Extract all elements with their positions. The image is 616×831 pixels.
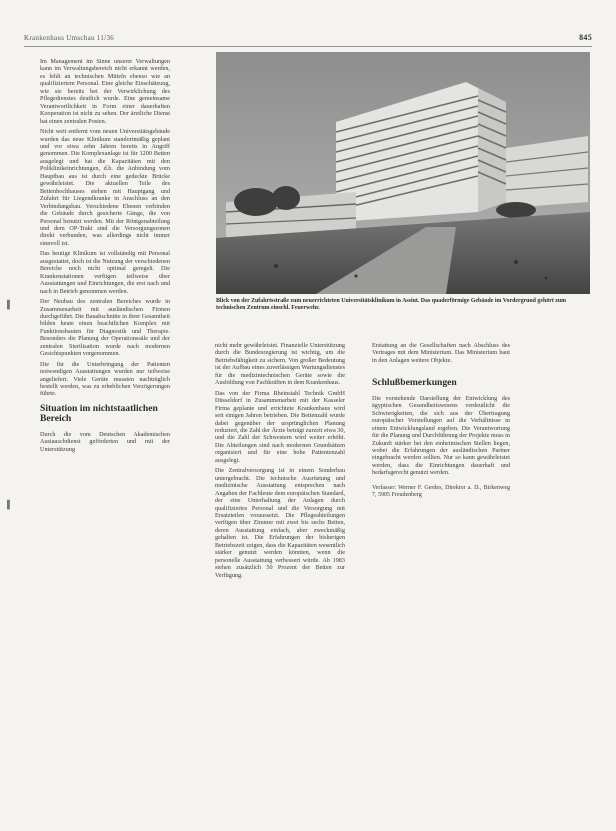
text-column-1 xyxy=(40,58,170,778)
paragraph: Die für die Unterbringung der Patienten notwendigen Ausstattungen wurden nur teilweise angeliefert. Viele Geräte mussten nachträglich bestellt werden, was zu erheblichen Verzögerungen führte. xyxy=(40,360,170,398)
paragraph: nicht mehr gewährleistet. Finanzielle Unterstützung durch die Bundesregierung ist wichtig, um die Betriebsfähigkeit zu sichern. Von großer Bedeutung ist der Aufbau eines zuverlässigen Wartungsdienstes für die medizintechnischen Geräte sowie die Ausbildung von Fachkräften in dem Krankenhaus. xyxy=(215,342,345,387)
paragraph: Durch die vom Deutschen Akademischen Austauschdienst geförderten und mit der Unterstützung xyxy=(40,430,170,453)
margin-mark: ▌ xyxy=(7,500,13,509)
paragraph: Erstattung an die Gesellschaften nach Abschluss des Vertrages mit dem Ministerium. Das Ministerium baut in den Anlagen weitere Objekte. xyxy=(372,342,510,364)
photo-caption: Blick von der Zufahrtsstraße zum neuerrichteten Universitätsklinikum in Assiut. Das quaderförmige Gebäude im Vordergrund gehört zum technischen Zentrum einschl. Feuerwehr. xyxy=(216,298,567,312)
text-column-2 xyxy=(215,342,345,802)
hospital-building-photo xyxy=(216,52,590,294)
author-name: Werner F. Gerdes, Direktor a. D., Birkenweg 7, 5905 Freudenberg xyxy=(372,484,510,499)
paragraph: Die Zentralversorgung ist in einem Sonderbau untergebracht. Die technische Ausrüstung und medizinische Ausstattung entsprechen nach Angaben der Fachleute dem europäischen Standard, der eine Unterhaltung der Anlagen durch qualifiziertes Personal und die Versorgung mit Ersatzteilen voraussetzt. Die Pflegeabteilungen verfügen über Zimmer mit zwei bis sechs Betten, deren Ausstattung einfach, aber zweckmäßig gehalten ist. Die Erfahrungen der bisherigen Betriebszeit zeigen, dass die Kapazitäten wesentlich stärker genutzt werden könnten, wenn die personelle Ausstattung verbessert würde. Ab 1983 stehen zusätzlich 50 Prozent der Betten zur Verfügung. xyxy=(215,467,345,579)
header-rule xyxy=(24,46,592,47)
author-label: Verfasser: xyxy=(372,484,396,491)
paragraph: Das heutige Klinikum ist vollständig mit Personal ausgestattet, doch ist die Nutzung der verschiedenen Bereiche noch nicht optimal geregelt. Die Krankenstationen verfügen teilweise über Ausstattungen und Einrichtungen, die erst nach und nach in Betrieb genommen werden. xyxy=(40,250,170,295)
section-heading: Schlußbemerkungen xyxy=(372,377,457,389)
section-heading: Situation im nichtstaatlichen Bereich xyxy=(40,402,158,425)
author-block xyxy=(372,485,510,500)
page-header xyxy=(24,34,592,46)
paragraph: Der Neubau des zentralen Bereiches wurde in Zusammenarbeit mit ausländischen Firmen durchgeführt. Die Bauabschnitte in ihrer Gesamtheit bilden heute einen beachtlichen Komplex mit Funktionsbauten für Diagnostik und Therapie. Besonders die Planung der Operationssäle und der zentralen Sterilisation wurde nach modernen Gesichtspunkten vorgenommen. xyxy=(40,298,170,358)
margin-mark: ▌ xyxy=(7,300,13,309)
photo-illustration xyxy=(216,52,590,294)
paragraph: Im Management im Sinne unserer Verwaltungen kann im Verwaltungsbereich nicht erkannt werden, es fehlt an technischen Mitteln ebenso wie an qualifiziertem Personal. Eine gleiche Einschätzung, wie sie bereits bei der Verwirklichung des Pflegedienstes deutlich wurde. Eine gemeinsame Verantwortlichkeit in Form einer dauerhaften Kooperation ist nicht zu sehen. Der ärztliche Dienst hat einen zentralen Posten. xyxy=(40,58,170,125)
page-number: 845 xyxy=(579,33,592,42)
paragraph: Die vorstehende Darstellung der Entwicklung des ägyptischen Gesundheitswesens verdeutlicht die Schwierigkeiten, die sich aus der Übertragung europäischer Vorstellungen auf die Verhältnisse in einem Entwicklungsland ergeben. Die Verantwortung für die Planung und Durchführung der Projekte muss in Zukunft stärker bei den einheimischen Stellen liegen, wobei die Erfahrungen der ausländischen Partner eingebracht werden sollten. Nur so kann gewährleistet werden, dass die Einrichtungen dauerhaft und bedarfsgerecht genutzt werden. xyxy=(372,394,510,477)
journal-title: Krankenhaus Umschau 11/36 xyxy=(24,34,115,42)
paragraph: Nicht weit entfernt vom neuen Universitätsgebäude wurden das neue Klinikum standortmäßig geplant und vor etwa zehn Jahren bereits in Angriff genommen. Die Komplexanlage ist für 1200 Betten ausgelegt und hat die Kapazitäten mit den Poliklinikeinrichtungen, d.h. die Anbindung vom Hauptbau aus ist durch eine gedeckte Brücke gewährleistet. Die aktuellen Teile des Bettenhochhauses stehen mit Hauptgang und Zufahrt für Liegendkranke in Anschluss an den Verbindungsbau. Verschiedene Ebenen verbinden die Gebäude durch gesicherte Gänge, die von Personal benutzt werden. Mit der Röntgenabteilung und dem OP-Trakt sind die Versorgungszonen direkt verbunden, was allerdings nicht immer sinnvoll ist. xyxy=(40,128,170,247)
text-column-3 xyxy=(372,342,510,642)
paragraph: Das von der Firma Rheinstahl Technik GmbH Düsseldorf in Zusammenarbeit mit der Kasseler Firma geplante und errichtete Krankenhaus wird seit einigen Jahren betrieben. Die Bettenzahl wurde dabei gegenüber der ursprünglichen Planung reduziert, die Zahl der Ärzte beträgt zurzeit etwa 30, und die Zahl der Schwestern wird weiter erhöht. Die Abteilungen sind nach modernen Grundsätzen organisiert und für eine hohe Patientenzahl ausgelegt. xyxy=(215,389,345,464)
